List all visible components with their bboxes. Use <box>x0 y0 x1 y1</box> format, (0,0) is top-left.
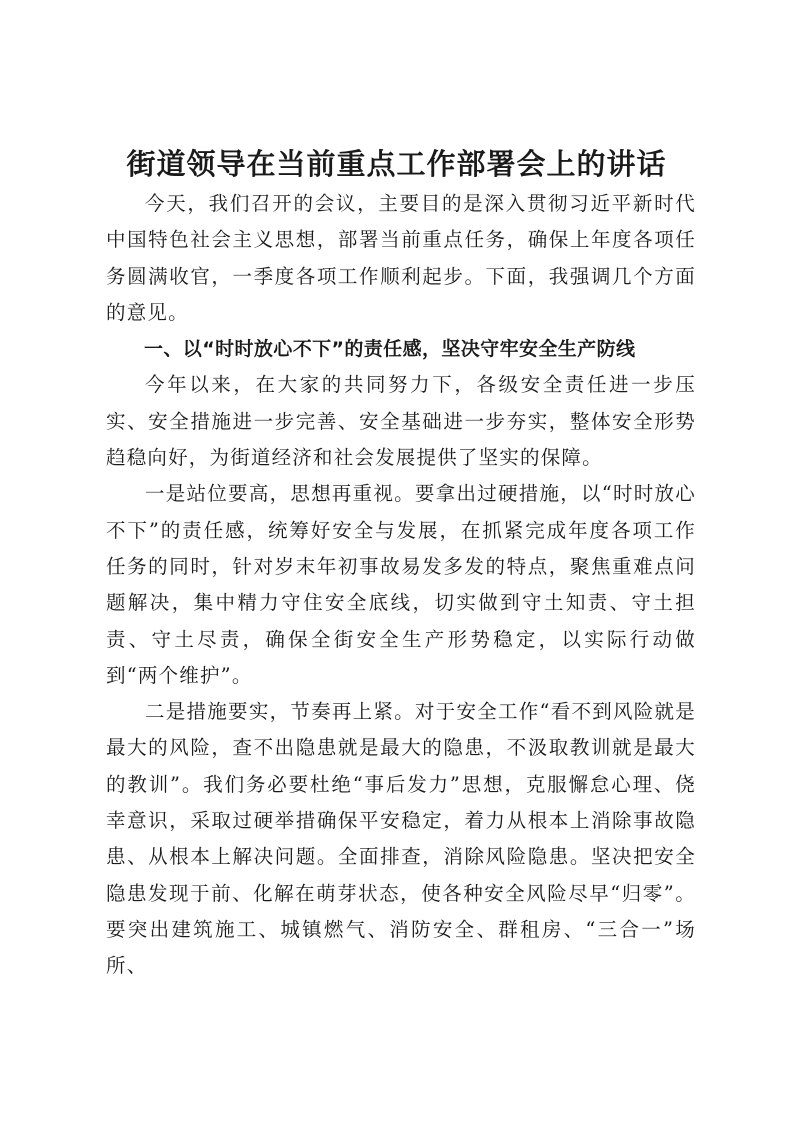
section-heading-1: 一、以“时时放心不下”的责任感，坚决守牢安全生产防线 <box>144 338 636 361</box>
paragraph-point-one: 一是站位要高，思想再重视。要拿出过硬措施，以“时时放心不下”的责任感，统筹好安全与发展，在抓紧完成年度各项工作任务的同时，针对岁末年初事故易发多发的特点，聚焦重难点问题解决，集中精力守住安全底线，切实做到守土知责、守土担责、守土尽责，确保全街安全生产形势稳定，以实际行动做到“两个维护”。 <box>106 482 696 687</box>
paragraph-point-two: 二是措施要实，节奏再上紧。对于安全工作“看不到风险就是最大的风险，查不出隐患就是最大的隐患，不汲取教训就是最大的教训”。我们务必要杜绝“事后发力”思想，克服懈怠心理、侥幸意识，采取过硬举措确保平安稳定，着力从根本上消除事故隐患、从根本上解决问题。全面排查，消除风险隐患。坚决把安全隐患发现于前、化解在萌芽状态，使各种安全风险尽早“归零”。要突出建筑施工、城镇燃气、消防安全、群租房、“三合一”场所、 <box>106 700 696 978</box>
paragraph-safety-overview: 今年以来，在大家的共同努力下，各级安全责任进一步压实、安全措施进一步完善、安全基础进一步夯实，整体安全形势趋稳向好，为街道经济和社会发展提供了坚实的保障。 <box>106 373 696 470</box>
document-body <box>106 186 696 985</box>
page-title: 街道领导在当前重点工作部署会上的讲话 <box>126 147 667 181</box>
paragraph-intro: 今天，我们召开的会议，主要目的是深入贯彻习近平新时代中国特色社会主义思想，部署当前重点任务，确保上年度各项任务圆满收官，一季度各项工作顺利起步。下面，我强调几个方面的意见。 <box>106 192 696 324</box>
